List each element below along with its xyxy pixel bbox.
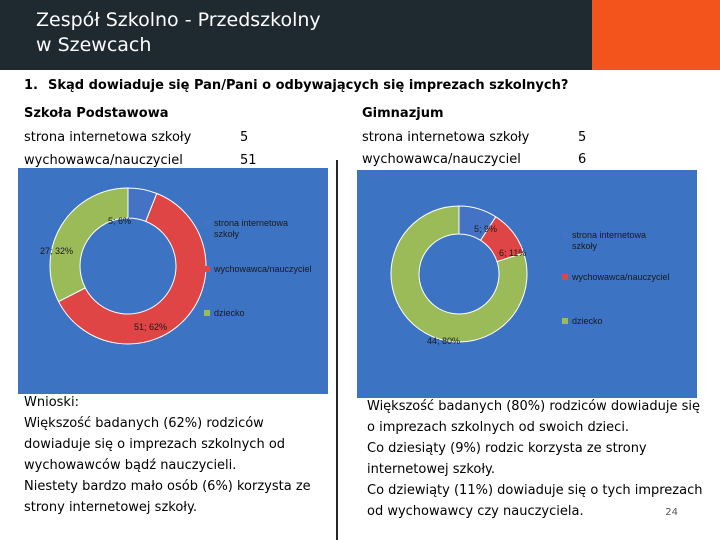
legend-label: strona internetowa szkoły	[214, 218, 289, 239]
conclusion-heading: Wnioski:	[24, 395, 79, 410]
conclusion-paragraph: Większość badanych (62%) rodziców dowiaduje się o imprezach szkolnych od wychowawców bądź nauczycieli.	[24, 416, 286, 473]
legend-swatch	[562, 318, 568, 324]
conclusion-paragraph: Niestety bardzo mało osób (6%) korzysta ze strony internetowej szkoły.	[24, 479, 311, 515]
data-label: 51; 62%	[134, 322, 168, 332]
left-heading: Szkoła Podstawowa	[24, 106, 169, 121]
left-row-value: 51	[240, 153, 257, 168]
legend-swatch	[204, 266, 210, 272]
legend-label: strona internetowa szkoły	[572, 230, 647, 251]
header-accent	[592, 0, 720, 70]
data-label: 6; 11%	[499, 248, 527, 258]
legend-swatch	[562, 232, 568, 238]
legend-label: dziecko	[572, 316, 603, 326]
right-row-value: 5	[578, 130, 587, 145]
left-row-label: strona internetowa szkoły	[24, 130, 192, 145]
data-label: 44; 80%	[427, 336, 461, 346]
left-row-label: wychowawca/nauczyciel	[24, 153, 183, 168]
chart-right-container	[357, 170, 697, 398]
chart-left	[18, 168, 328, 394]
legend-label: wychowawca/nauczyciel	[572, 272, 670, 282]
chart-left-container	[18, 168, 328, 394]
question-text: Skąd dowiaduje się Pan/Pani o odbywających się imprezach szkolnych?	[48, 78, 569, 93]
page-number: 24	[665, 507, 678, 518]
data-label: 5; 9%	[474, 224, 498, 234]
legend-swatch	[204, 220, 210, 226]
legend-label: wychowawca/nauczyciel	[214, 264, 312, 274]
right-row-label: strona internetowa szkoły	[362, 130, 530, 145]
column-divider	[336, 160, 338, 540]
legend-swatch	[562, 274, 568, 280]
left-conclusion	[24, 392, 314, 518]
title-line-2: w Szewcach	[36, 34, 152, 56]
legend-label: dziecko	[214, 308, 245, 318]
right-row-label: wychowawca/nauczyciel	[362, 152, 521, 167]
data-label: 27; 32%	[40, 246, 74, 256]
conclusion-paragraph: Większość badanych (80%) rodziców dowiaduje się o imprezach szkolnych od swoich dzieci.	[367, 399, 700, 435]
title-line-1: Zespół Szkolno - Przedszkolny	[36, 9, 321, 31]
chart-right	[357, 170, 697, 398]
conclusion-paragraph: Co dziesiąty (9%) rodzic korzysta ze strony internetowej szkoły.	[367, 441, 647, 477]
data-label: 5; 6%	[108, 216, 132, 226]
question-number: 1.	[24, 78, 38, 93]
legend-swatch	[204, 310, 210, 316]
right-row-value: 6	[578, 152, 587, 167]
right-conclusion	[367, 396, 707, 522]
left-row-value: 5	[240, 130, 249, 145]
right-heading: Gimnazjum	[362, 106, 444, 121]
conclusion-paragraph: Co dziewiąty (11%) dowiaduje się o tych imprezach od wychowawcy czy nauczyciela.	[367, 483, 703, 519]
slide-header	[0, 0, 720, 70]
slide-title	[36, 8, 456, 58]
